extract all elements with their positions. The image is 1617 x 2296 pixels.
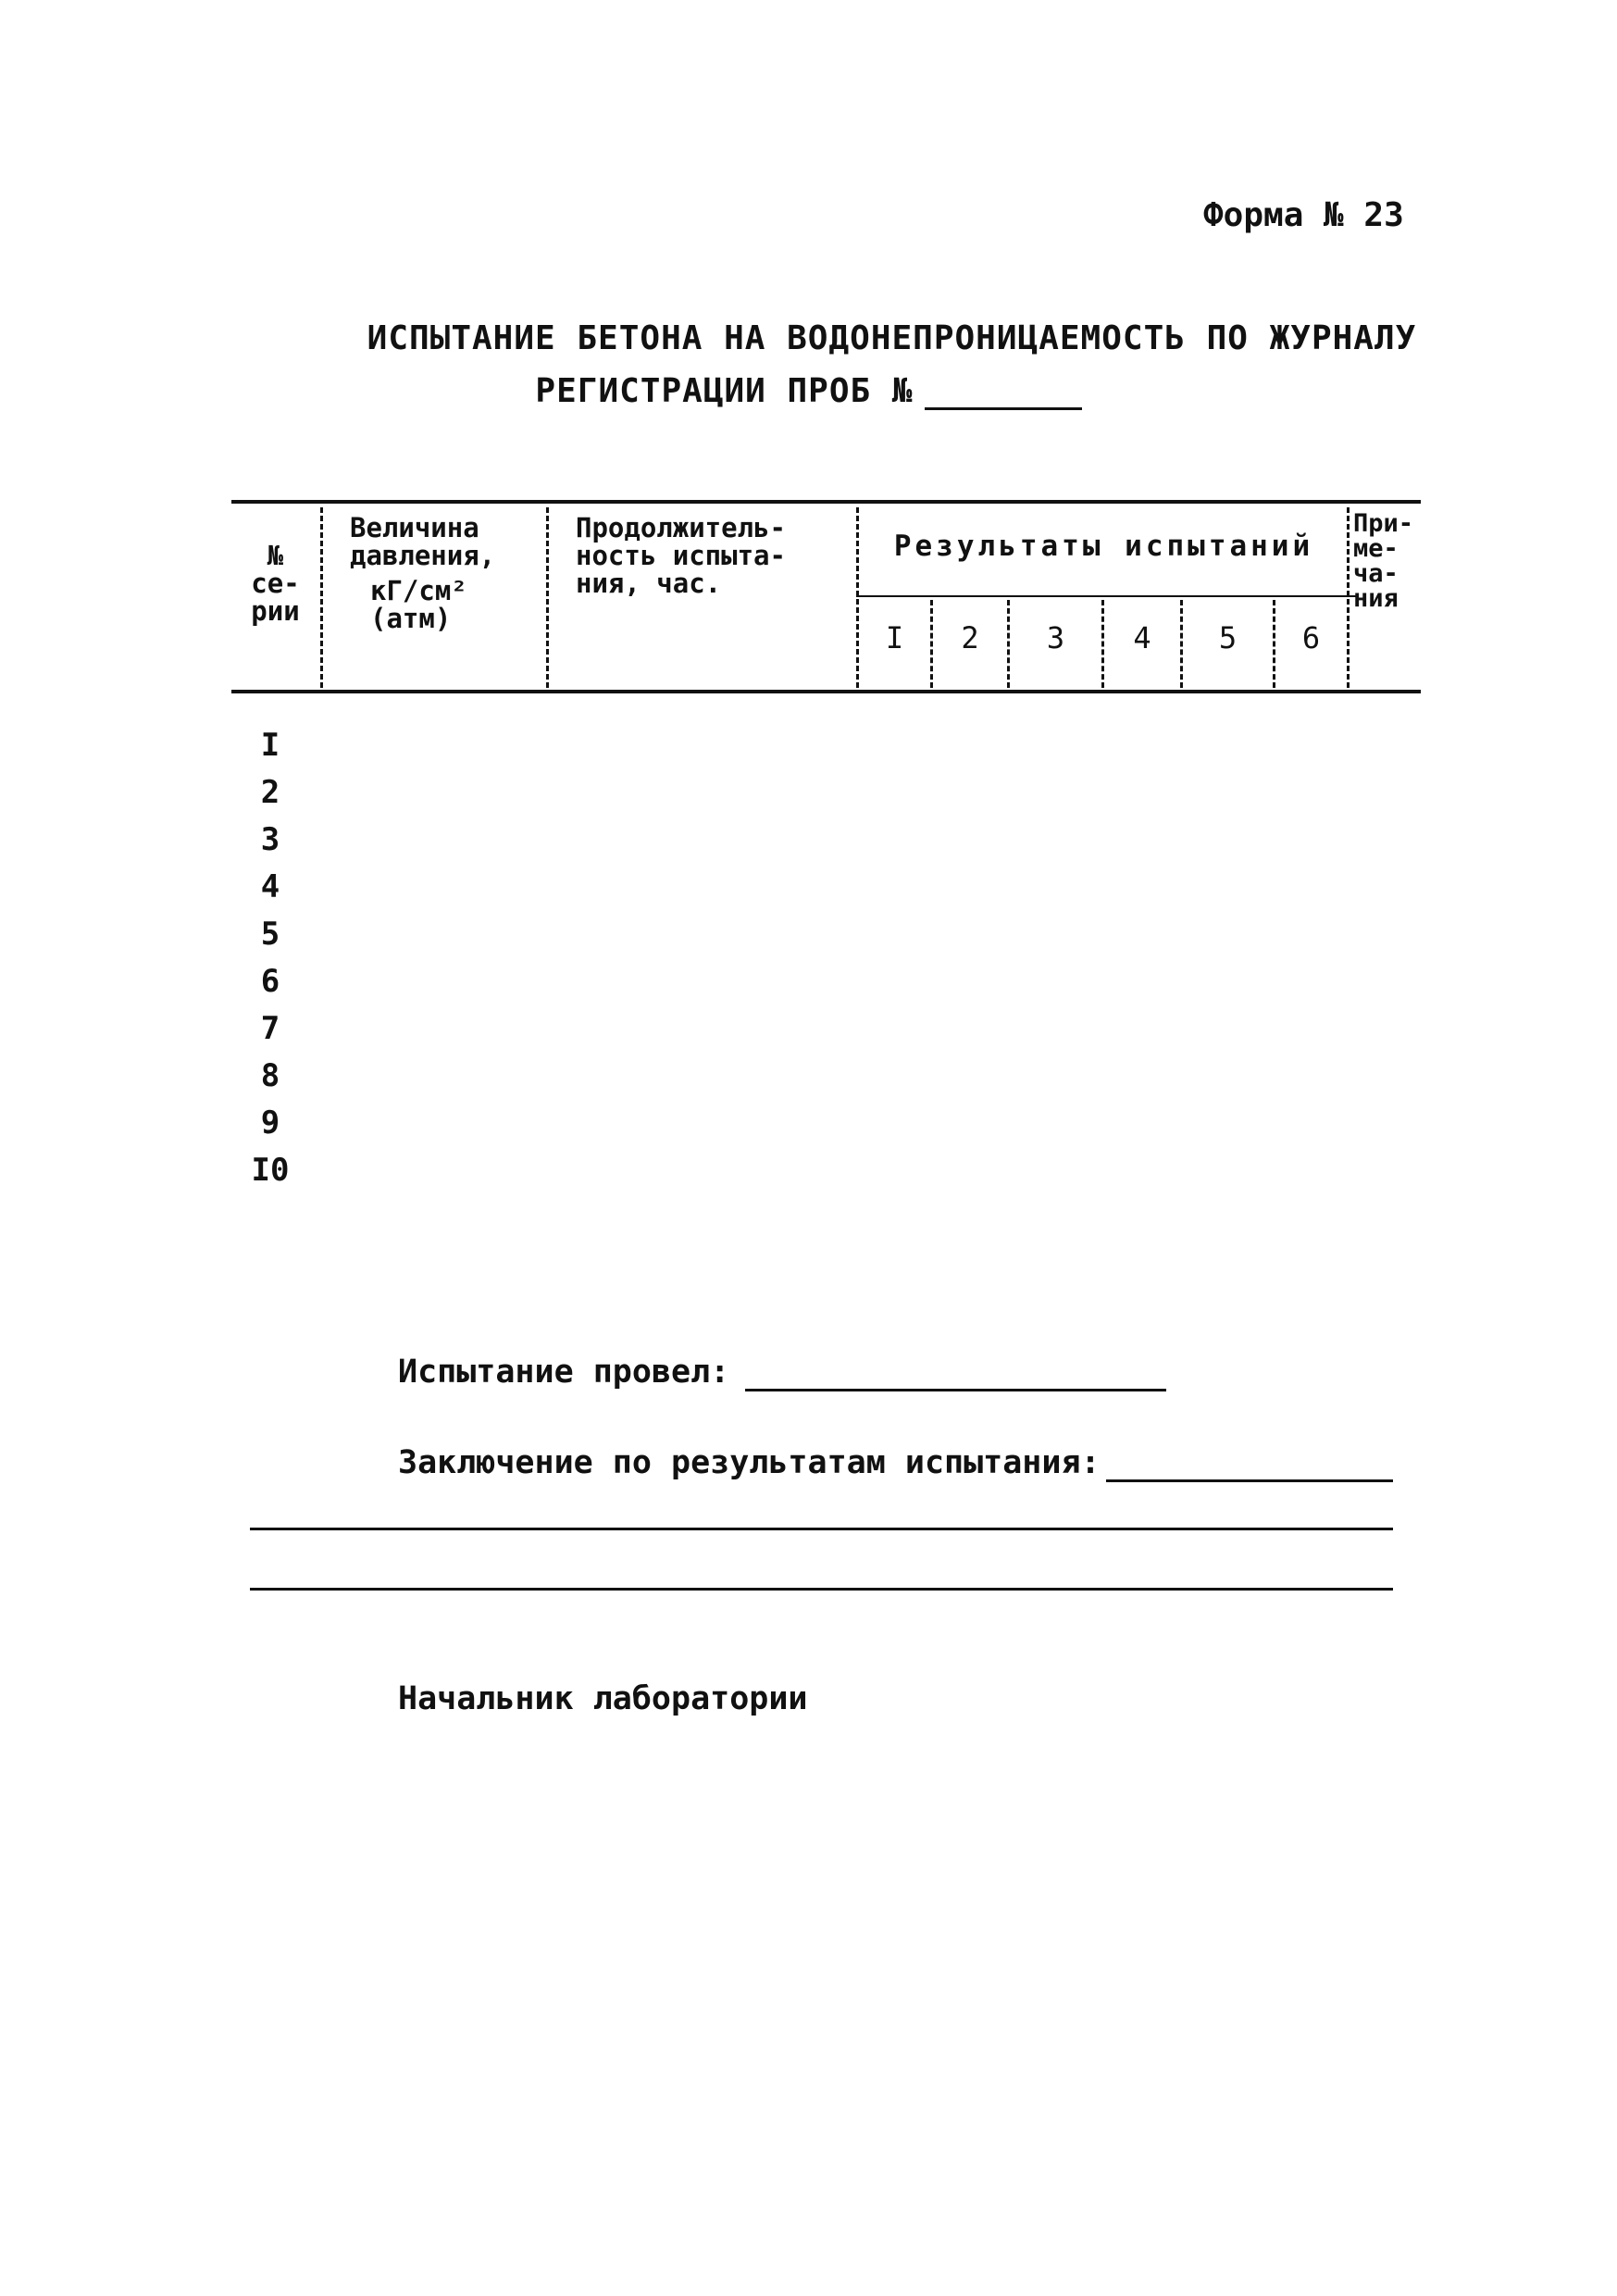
header-duration-line: ность испыта- [576,540,786,571]
table-row: 4 [260,868,280,905]
table-row: 3 [260,821,280,858]
conclusion-field[interactable] [1106,1479,1393,1482]
column-divider [546,507,549,688]
test-performed-label: Испытание провел: [398,1354,730,1391]
header-note [1353,511,1427,611]
header-note-line: ча- [1353,559,1399,588]
conclusion-label: Заключение по результатам испытания: [398,1444,1101,1481]
test-performed-field[interactable] [745,1389,1166,1391]
table-row: 2 [260,774,280,811]
result-column-number: 4 [1133,620,1151,655]
conclusion-field-line-3[interactable] [250,1588,1393,1591]
result-column-number: 3 [1046,620,1065,655]
table-row: 8 [260,1057,280,1094]
header-pressure-line: Величина [350,512,479,543]
header-duration-line: Продолжитель- [576,512,786,543]
header-results: Результаты испытаний [893,530,1314,563]
header-series-line: рии [251,595,300,627]
column-divider [320,507,323,688]
results-subheader-rule [856,595,1356,597]
table-row: I [260,727,280,764]
result-column-number: 5 [1218,620,1238,655]
header-pressure-line: давления, [350,540,496,571]
result-column-number: 2 [961,620,979,655]
result-column-number: I [885,620,904,655]
header-duration-line: ния, час. [576,568,722,599]
document-title-line-2 [0,372,1617,410]
header-series [231,542,319,625]
document-title-line-2-text: РЕГИСТРАЦИИ ПРОБ № [535,372,914,410]
header-note-line: ния [1353,584,1399,613]
header-series-line: се- [251,568,300,599]
header-pressure [350,514,544,632]
header-series-line: № [267,540,284,571]
conclusion-field-line-2[interactable] [250,1528,1393,1530]
header-note-line: При- [1353,509,1414,538]
table-row: I0 [251,1152,290,1189]
header-duration [576,514,853,597]
form-number: Форма № 23 [1203,196,1404,234]
table-row: 6 [260,963,280,1000]
document-title-line-1: ИСПЫТАНИЕ БЕТОНА НА ВОДОНЕПРОНИЦАЕМОСТЬ ПО ЖУРНАЛУ [367,319,1417,357]
column-divider [856,507,859,688]
head-of-lab-label: Начальник лаборатории [398,1680,808,1717]
header-pressure-unit: кГ/см² [370,575,467,606]
table-top-rule [231,500,1421,504]
sample-number-blank[interactable] [925,378,1082,410]
table-header-bottom-rule [231,690,1421,693]
table-row: 7 [260,1010,280,1047]
column-divider [1347,507,1350,688]
table-row: 5 [260,916,280,953]
header-pressure-line: (атм) [370,603,452,634]
table-row: 9 [260,1104,280,1142]
result-column-number: 6 [1301,620,1321,655]
header-note-line: ме- [1353,534,1399,563]
